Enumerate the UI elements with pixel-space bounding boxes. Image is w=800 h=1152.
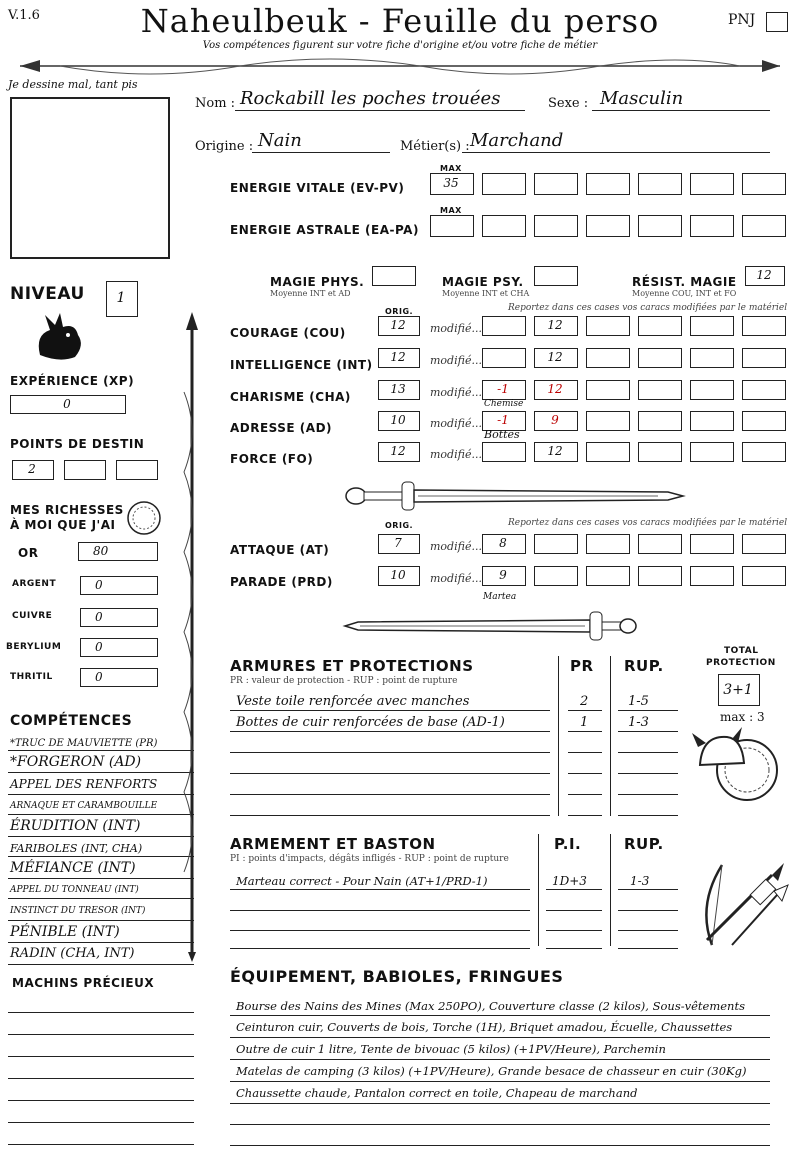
parade-modifie-label: modifié...: [430, 572, 482, 585]
ev-box[interactable]: [690, 173, 734, 195]
courage-box[interactable]: [742, 316, 786, 336]
berylium-value: 0: [95, 640, 103, 654]
sexe-value[interactable]: Masculin: [600, 88, 684, 109]
force-box[interactable]: [742, 442, 786, 462]
competence-item[interactable]: PÉNIBLE (INT): [10, 924, 120, 940]
courage-box[interactable]: [638, 316, 682, 336]
competence-item[interactable]: APPEL DES RENFORTS: [10, 777, 158, 791]
version-label: V.1.6: [8, 8, 40, 23]
armures-col-rup: RUP.: [624, 657, 664, 675]
armement-subtitle: PI : points d'impacts, dégâts infligés - RUP : point de rupture: [230, 854, 509, 864]
carac-orig-label: ORIG.: [385, 307, 414, 316]
ev-box[interactable]: [534, 173, 578, 195]
adresse-modifie-label: modifié...: [430, 417, 482, 430]
adresse-orig-box[interactable]: [378, 411, 420, 431]
courage-orig-value: 12: [390, 318, 406, 332]
resist-magie-sub: Moyenne COU, INT et FO: [632, 289, 737, 298]
metier-value[interactable]: Marchand: [470, 130, 564, 151]
carac-note: Reportez dans ces cases vos caracs modifiées par le matériel: [508, 303, 788, 313]
thritil-label: THRITIL: [10, 672, 53, 682]
portrait-box[interactable]: [10, 97, 170, 259]
xp-box[interactable]: [10, 395, 126, 414]
adresse-label: ADRESSE (AD): [230, 421, 333, 435]
ea-max-box[interactable]: [430, 215, 474, 237]
equipement-title: ÉQUIPEMENT, BABIOLES, FRINGUES: [230, 967, 564, 986]
charisme-label: CHARISME (CHA): [230, 390, 351, 404]
destin-value: 2: [28, 462, 36, 476]
argent-value: 0: [95, 578, 103, 592]
machins-label: MACHINS PRÉCIEUX: [12, 976, 155, 990]
armement-title: ARMEMENT ET BASTON: [230, 835, 436, 853]
attaque-box[interactable]: [482, 534, 526, 554]
intelligence-box[interactable]: [586, 348, 630, 368]
or-label: OR: [18, 546, 39, 560]
cuivre-box[interactable]: [80, 608, 158, 627]
ev-box[interactable]: [586, 173, 630, 195]
charisme-box[interactable]: [534, 380, 578, 400]
attaque-box[interactable]: [742, 534, 786, 554]
resist-magie-box[interactable]: [745, 266, 785, 286]
sheet-title: Naheulbeuk - Feuille du perso: [140, 2, 660, 40]
parade-box[interactable]: [690, 566, 734, 586]
adresse-box[interactable]: [586, 411, 630, 431]
xp-label: EXPÉRIENCE (XP): [10, 374, 135, 388]
xp-value: 0: [63, 397, 71, 411]
argent-label: ARGENT: [12, 579, 57, 589]
courage-value: 12: [547, 318, 563, 332]
magie-phys-label: MAGIE PHYS.: [270, 275, 365, 289]
adresse-box[interactable]: [690, 411, 734, 431]
competence-item[interactable]: APPEL DU TONNEAU (INT): [10, 885, 139, 895]
competence-item[interactable]: *FORGERON (AD): [10, 754, 142, 770]
total-protection-value: 3+1: [723, 682, 753, 698]
attaque-box[interactable]: [586, 534, 630, 554]
armure-name[interactable]: Bottes de cuir renforcées de base (AD-1): [236, 715, 505, 730]
force-box[interactable]: [638, 442, 682, 462]
courage-box[interactable]: [690, 316, 734, 336]
magie-phys-box[interactable]: [372, 266, 416, 286]
ev-label: ENERGIE VITALE (EV-PV): [230, 181, 405, 195]
or-value: 80: [93, 544, 109, 558]
adresse-orig-value: 10: [390, 413, 406, 427]
arme-rup[interactable]: 1-3: [630, 874, 650, 888]
competence-item[interactable]: MÉFIANCE (INT): [10, 860, 136, 876]
ev-max-value: 35: [443, 176, 459, 190]
equipement-item[interactable]: Chaussette chaude, Pantalon correct en toile, Chapeau de marchand: [236, 1086, 638, 1100]
intelligence-orig-box[interactable]: [378, 348, 420, 368]
intelligence-orig-value: 12: [390, 350, 406, 364]
adresse-value: 9: [551, 413, 559, 427]
or-box[interactable]: [78, 542, 158, 561]
spear-icon: [180, 312, 204, 962]
resist-magie-label: RÉSIST. MAGIE: [632, 275, 737, 289]
resist-magie-value: 12: [756, 268, 772, 282]
ea-box[interactable]: [534, 215, 578, 237]
charisme-orig-value: 13: [390, 382, 406, 396]
destin-box[interactable]: [12, 460, 54, 480]
cuivre-label: CUIVRE: [12, 611, 53, 621]
ea-box[interactable]: [690, 215, 734, 237]
courage-box[interactable]: [534, 316, 578, 336]
charisme-value: 12: [547, 382, 563, 396]
attaque-orig-value: 7: [394, 536, 402, 550]
parade-orig-value: 10: [390, 568, 406, 582]
adresse-box[interactable]: [742, 411, 786, 431]
equipement-item[interactable]: Matelas de camping (3 kilos) (+1PV/Heure), Grande besace de chasseur en cuir (30Kg): [236, 1064, 747, 1078]
niveau-label: NIVEAU: [10, 284, 85, 304]
charisme-orig-box[interactable]: [378, 380, 420, 400]
ev-max-label: MAX: [440, 164, 462, 173]
attaque-box[interactable]: [534, 534, 578, 554]
courage-label: COURAGE (COU): [230, 326, 346, 340]
force-box[interactable]: [690, 442, 734, 462]
ea-box[interactable]: [482, 215, 526, 237]
ea-box[interactable]: [742, 215, 786, 237]
competence-item[interactable]: *TRUC DE MAUVIETTE (PR): [10, 738, 158, 749]
total-protection-label-2: PROTECTION: [706, 658, 776, 668]
thritil-box[interactable]: [80, 668, 158, 687]
intelligence-box[interactable]: [534, 348, 578, 368]
destin-box[interactable]: [64, 460, 106, 480]
intelligence-label: INTELLIGENCE (INT): [230, 358, 373, 372]
armure-pr[interactable]: 2: [580, 694, 589, 709]
ev-box[interactable]: [482, 173, 526, 195]
armure-rup[interactable]: 1-5: [628, 694, 649, 709]
combat-note: Reportez dans ces cases vos caracs modifiées par le matériel: [508, 518, 788, 528]
magie-psy-sub: Moyenne INT et CHA: [442, 289, 530, 298]
competence-item[interactable]: INSTINCT DU TRESOR (INT): [10, 906, 146, 916]
ev-box[interactable]: [638, 173, 682, 195]
intelligence-mod-box[interactable]: [482, 348, 526, 368]
adresse-box[interactable]: [638, 411, 682, 431]
intelligence-box[interactable]: [690, 348, 734, 368]
arme-pi[interactable]: 1D+3: [552, 874, 587, 888]
armures-subtitle: PR : valeur de protection - RUP : point de rupture: [230, 676, 458, 686]
parade-box[interactable]: [586, 566, 630, 586]
courage-mod-box[interactable]: [482, 316, 526, 336]
intelligence-box[interactable]: [742, 348, 786, 368]
charisme-modifie-label: modifié...: [430, 386, 482, 399]
parade-value: 9: [499, 568, 507, 582]
coin-icon: [126, 500, 162, 536]
berylium-label: BERYLIUM: [6, 642, 62, 652]
portrait-caption: Je dessine mal, tant pis: [8, 78, 138, 91]
charisme-mod-value: -1: [497, 382, 509, 396]
intelligence-box[interactable]: [638, 348, 682, 368]
sword-icon: [340, 608, 640, 644]
ev-box[interactable]: [742, 173, 786, 195]
parade-box[interactable]: [742, 566, 786, 586]
ea-box[interactable]: [586, 215, 630, 237]
parade-box[interactable]: [534, 566, 578, 586]
attaque-value: 8: [499, 536, 507, 550]
force-label: FORCE (FO): [230, 452, 314, 466]
equipement-item[interactable]: Outre de cuir 1 litre, Tente de bivouac (5 kilos) (+1PV/Heure), Parchemin: [236, 1042, 666, 1056]
total-protection-label: TOTAL: [724, 646, 759, 656]
ea-max-label: MAX: [440, 206, 462, 215]
competences-label: COMPÉTENCES: [10, 713, 133, 729]
intelligence-modifie-label: modifié...: [430, 354, 482, 367]
pnj-label: PNJ: [728, 12, 756, 28]
courage-modifie-label: modifié...: [430, 322, 482, 335]
berylium-box[interactable]: [80, 638, 158, 657]
sexe-label: Sexe :: [548, 96, 589, 111]
combat-orig-label: ORIG.: [385, 521, 414, 530]
force-box[interactable]: [534, 442, 578, 462]
niveau-box[interactable]: [106, 281, 138, 317]
attaque-label: ATTAQUE (AT): [230, 543, 330, 557]
richesses-label: MES RICHESSES: [10, 503, 124, 517]
parade-label: PARADE (PRD): [230, 575, 333, 589]
adresse-mod-note: Bottes: [484, 428, 520, 441]
sheet-subtitle: Vos compétences figurent sur votre fiche d'origine et/ou votre fiche de métier: [202, 40, 598, 51]
destin-box[interactable]: [116, 460, 158, 480]
max-protection-text: max : 3: [720, 710, 765, 724]
force-value: 12: [547, 444, 563, 458]
attaque-box[interactable]: [690, 534, 734, 554]
parade-box[interactable]: [638, 566, 682, 586]
competence-item[interactable]: ÉRUDITION (INT): [10, 818, 141, 834]
attaque-box[interactable]: [638, 534, 682, 554]
force-modifie-label: modifié...: [430, 448, 482, 461]
force-box[interactable]: [586, 442, 630, 462]
parade-note: Martea: [483, 592, 517, 602]
ev-max-box[interactable]: [430, 173, 474, 195]
adresse-mod-value: -1: [497, 413, 509, 427]
charisme-box[interactable]: [638, 380, 682, 400]
armement-col-rup: RUP.: [624, 835, 664, 853]
destin-label: POINTS DE DESTIN: [10, 437, 145, 451]
armures-col-pr: PR: [570, 657, 594, 675]
force-orig-value: 12: [390, 444, 406, 458]
magie-phys-sub: Moyenne INT et AD: [270, 289, 351, 298]
cuivre-value: 0: [95, 610, 103, 624]
adresse-box[interactable]: [534, 411, 578, 431]
competence-item[interactable]: ARNAQUE ET CARAMBOUILLE: [10, 801, 158, 811]
total-protection-box[interactable]: [718, 674, 760, 706]
nom-value[interactable]: Rockabill les poches trouées: [240, 88, 501, 109]
armure-rup[interactable]: 1-3: [628, 715, 649, 730]
armement-col-pi: P.I.: [554, 835, 582, 853]
parade-orig-box[interactable]: [378, 566, 420, 586]
arme-name[interactable]: Marteau correct - Pour Nain (AT+1/PRD-1): [236, 874, 488, 888]
pnj-checkbox[interactable]: [766, 12, 788, 32]
argent-box[interactable]: [80, 576, 158, 595]
attaque-modifie-label: modifié...: [430, 540, 482, 553]
charisme-box[interactable]: [586, 380, 630, 400]
origine-value[interactable]: Nain: [258, 130, 302, 151]
armures-title: ARMURES ET PROTECTIONS: [230, 657, 474, 675]
ea-box[interactable]: [638, 215, 682, 237]
helmet-shield-icon: [692, 725, 782, 815]
courage-box[interactable]: [586, 316, 630, 336]
force-orig-box[interactable]: [378, 442, 420, 462]
metier-label: Métier(s) :: [400, 139, 470, 154]
parade-box[interactable]: [482, 566, 526, 586]
magie-psy-label: MAGIE PSY.: [442, 275, 524, 289]
charisme-box[interactable]: [742, 380, 786, 400]
competence-item[interactable]: FARIBOLES (INT, CHA): [10, 842, 143, 855]
charisme-mod-note: Chemise: [484, 399, 524, 409]
intelligence-value: 12: [547, 350, 563, 364]
niveau-value: 1: [116, 290, 126, 306]
charisme-mod-box[interactable]: [482, 380, 526, 400]
armure-name[interactable]: Veste toile renforcée avec manches: [236, 694, 470, 709]
richesses-label-2: À MOI QUE J'AI: [10, 518, 116, 532]
magie-psy-box[interactable]: [534, 266, 578, 286]
origine-label: Origine :: [195, 139, 254, 154]
charisme-box[interactable]: [690, 380, 734, 400]
armure-pr[interactable]: 1: [580, 715, 589, 730]
attaque-orig-box[interactable]: [378, 534, 420, 554]
ea-label: ENERGIE ASTRALE (EA-PA): [230, 223, 419, 237]
nom-label: Nom :: [195, 96, 236, 111]
thritil-value: 0: [95, 670, 103, 684]
sword-icon: [338, 478, 688, 514]
equipement-item[interactable]: Bourse des Nains des Mines (Max 250PO), Couverture classe (2 kilos), Sous-vêtements: [236, 999, 745, 1013]
courage-orig-box[interactable]: [378, 316, 420, 336]
weapons-icon: [692, 855, 792, 955]
competence-item[interactable]: RADIN (CHA, INT): [10, 946, 135, 961]
equipement-item[interactable]: Ceinturon cuir, Couverts de bois, Torche (1H), Briquet amadou, Écuelle, Chaussettes: [236, 1020, 733, 1034]
dragon-icon: [30, 305, 90, 365]
force-mod-box[interactable]: [482, 442, 526, 462]
